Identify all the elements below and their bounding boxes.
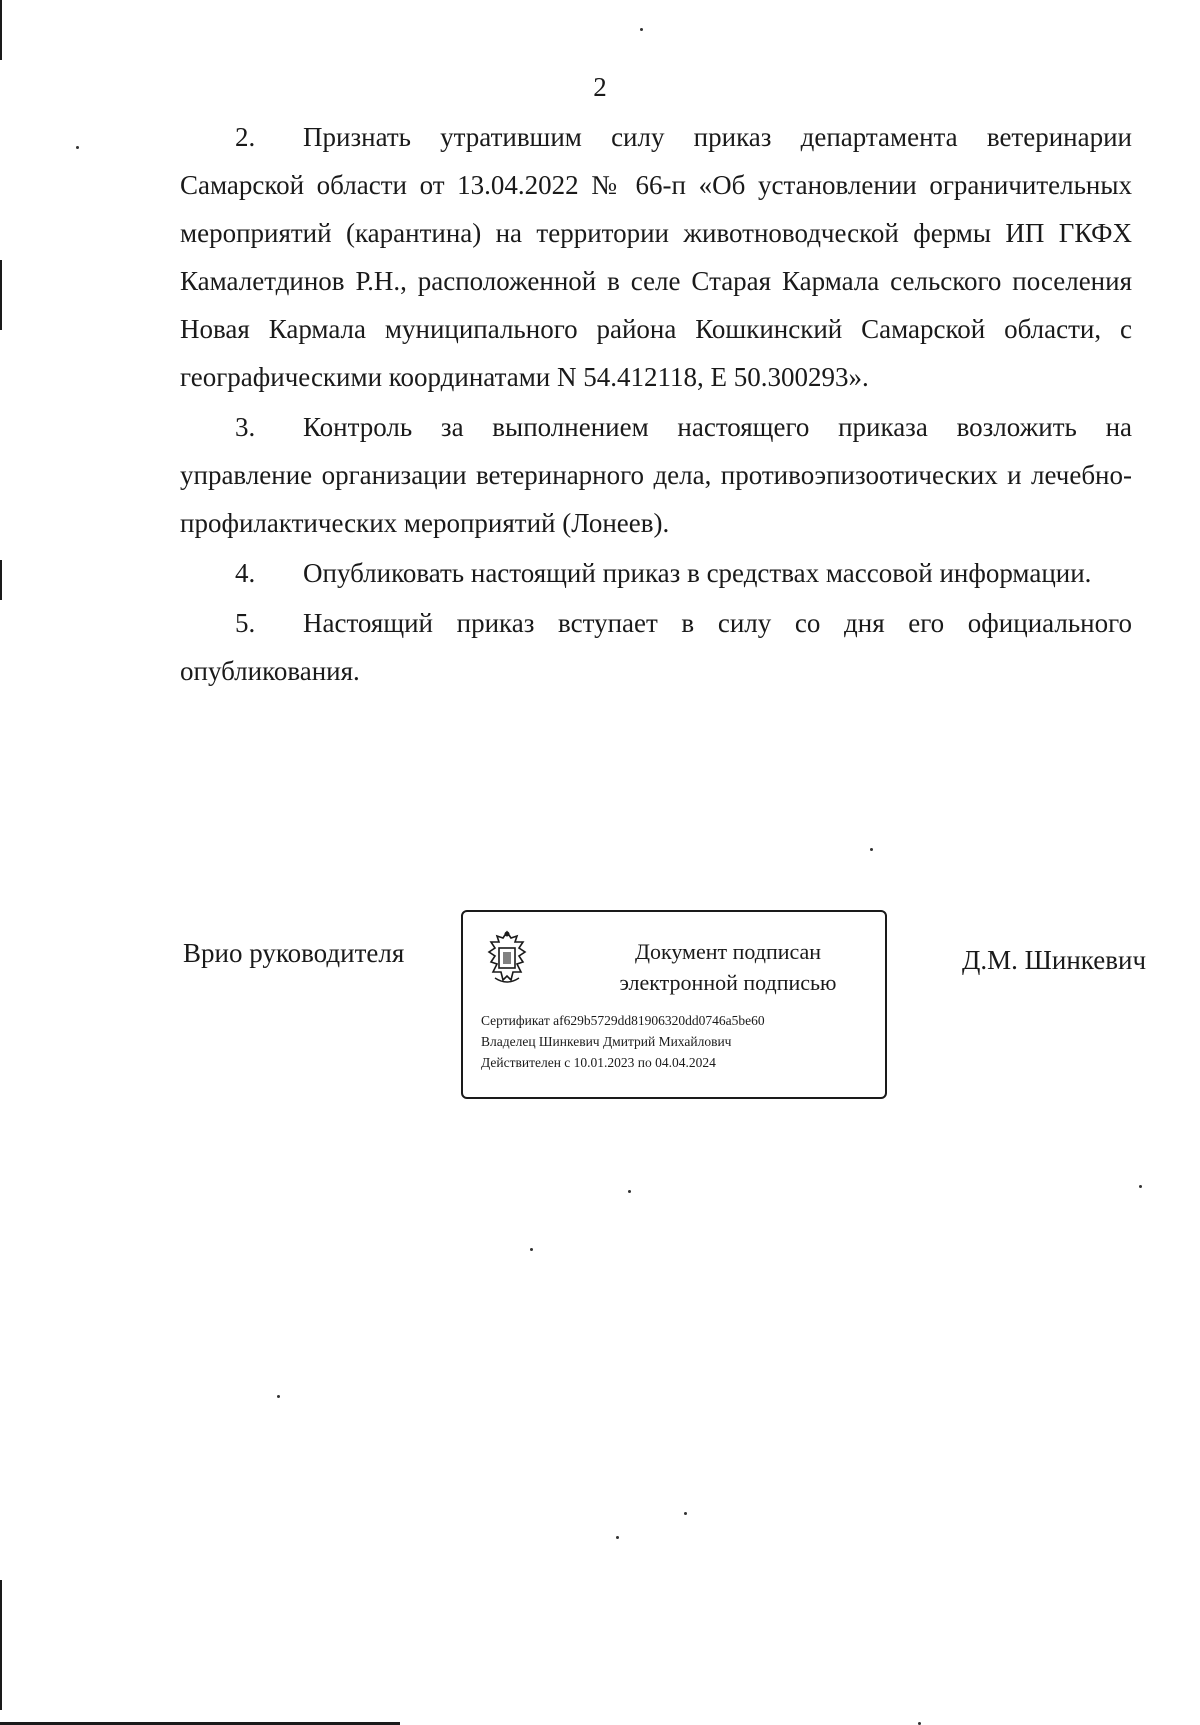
signer-position: Врио руководителя	[183, 938, 405, 968]
paragraph-2	[180, 113, 1132, 401]
certificate-line: Сертификат af629b5729dd81906320dd0746a5be60	[481, 1013, 765, 1028]
scan-edge-mark	[0, 0, 2, 60]
scan-speck	[616, 1536, 619, 1539]
paragraph-text: Контроль за выполнением настоящего приказа возложить на управление организации ветеринарного дела, противоэпизоотических и лечебно-профилактических мероприятий (Лонеев).	[180, 412, 1132, 538]
scan-edge-mark	[0, 260, 2, 330]
validity-line: Действителен с 10.01.2023 по 04.04.2024	[481, 1055, 716, 1070]
scan-edge-mark	[0, 1580, 2, 1710]
scan-speck	[870, 848, 873, 851]
paragraph-5	[180, 599, 1132, 695]
scan-speck	[76, 146, 79, 149]
paragraph-number: 2.	[235, 122, 256, 152]
paragraph-number: 3.	[235, 412, 256, 442]
stamp-title	[583, 936, 873, 998]
paragraph-3	[180, 403, 1132, 547]
paragraph-text: Признать утратившим силу приказ департамента ветеринарии Самарской области от 13.04.2022 № 66-п «Об установлении ограничительных мероприятий (карантина) на территории животноводческой фермы ИП ГКФХ Камалетдинов Р.Н., расположенной в селе Старая Кармала сельского поселения Новая Кармала муниципального района Кошкинский Самарской области, с географическими координатами N 54.412118, E 50.300293».	[180, 122, 1132, 392]
document-body	[180, 113, 1132, 697]
scan-speck	[530, 1248, 533, 1251]
paragraph-4	[180, 549, 1132, 597]
paragraph-number: 5.	[235, 608, 256, 638]
scan-speck	[628, 1190, 631, 1193]
signer-name: Д.М. Шинкевич	[962, 945, 1147, 975]
page-number: 2	[593, 72, 607, 102]
electronic-signature-stamp	[461, 910, 887, 1099]
paragraph-text: Опубликовать настоящий приказ в средствах массовой информации.	[303, 558, 1092, 588]
stamp-title-line-1: Документ подписан	[634, 939, 822, 964]
scan-edge-mark	[0, 560, 2, 600]
scan-speck	[277, 1395, 280, 1398]
paragraph-number: 4.	[235, 558, 256, 588]
scan-speck	[684, 1512, 687, 1515]
scan-speck	[640, 28, 643, 31]
scan-speck	[1139, 1185, 1142, 1188]
stamp-title-line-2: электронной подписью	[619, 970, 837, 995]
owner-line: Владелец Шинкевич Дмитрий Михайлович	[481, 1034, 732, 1049]
paragraph-text: Настоящий приказ вступает в силу со дня его официального опубликования.	[180, 608, 1132, 686]
coat-of-arms-icon	[481, 928, 533, 988]
stamp-details	[481, 1010, 881, 1073]
